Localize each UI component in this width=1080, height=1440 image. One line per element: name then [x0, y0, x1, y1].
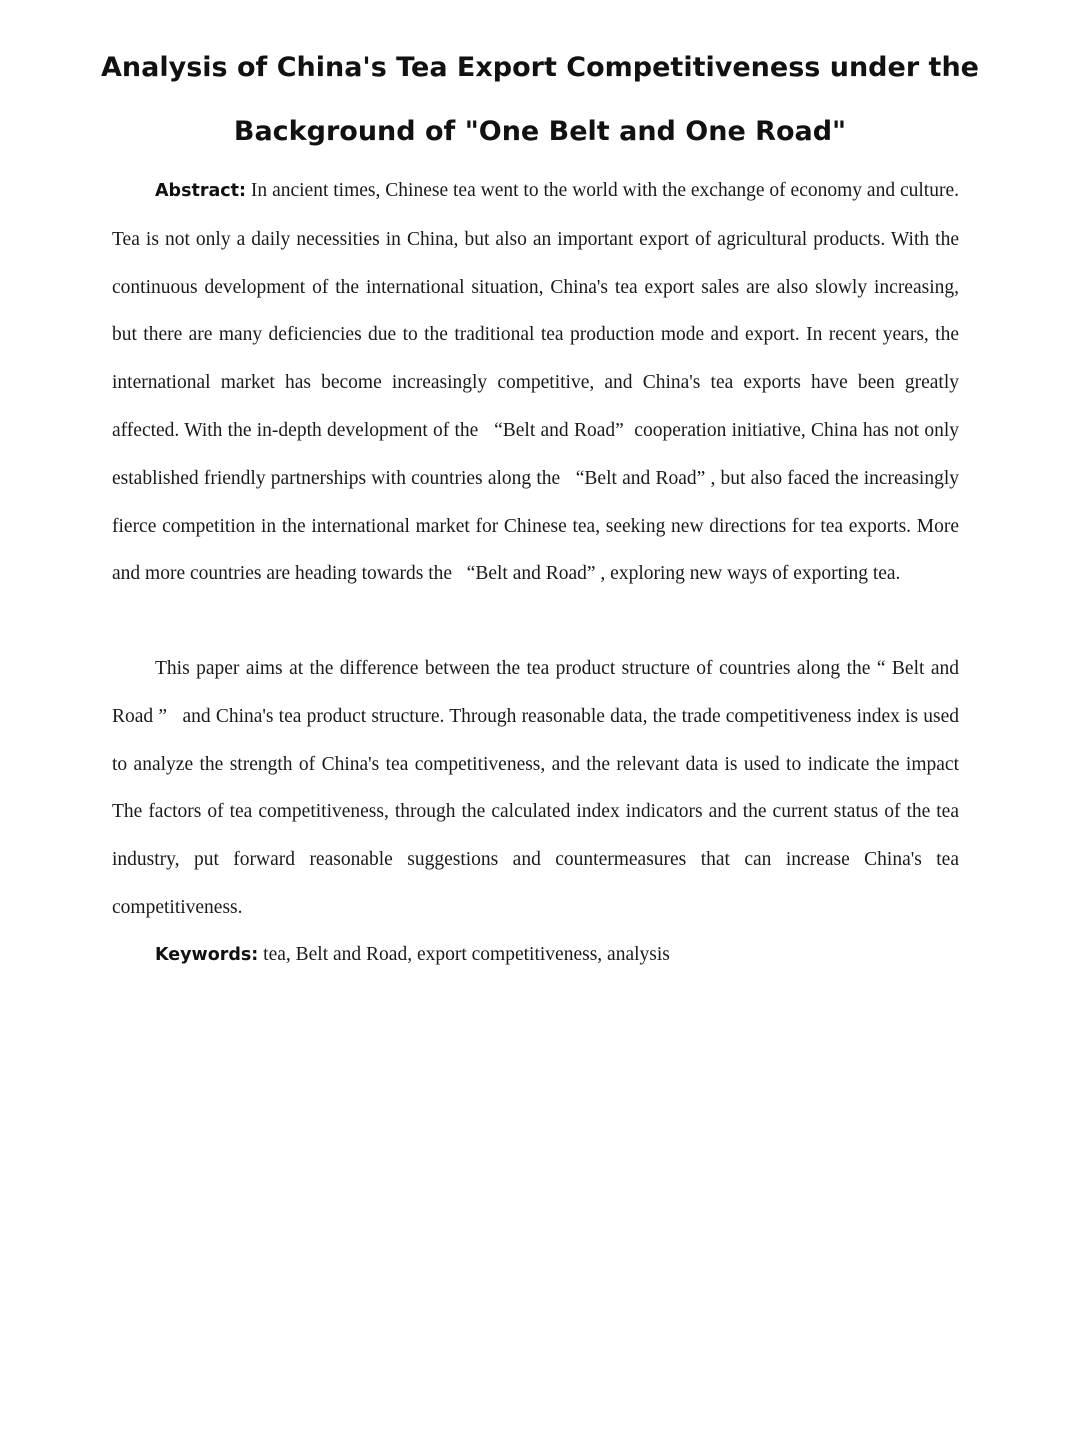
abstract-label: Abstract: [155, 181, 247, 201]
abstract-text: In ancient times, Chinese tea went to the world with the exchange of economy and culture. Tea is not only a daily necessities in China, but also an important export of agricultural products. With the continuous development of the international situation, China's tea export sales are also slowly increasing, but there are many deficiencies due to the traditional tea production mode and export. In recent years, the international market has become increasingly competitive, and China's tea exports have been greatly affected. With the in-depth development of the “Belt and Road” cooperation initiative, China has not only established friendly partnerships with countries along the “Belt and Road” , but also faced the increasingly fierce competition in the international market for Chinese tea, seeking new directions for tea exports. More and more countries are heading towards the “Belt and Road” , exploring new ways of exporting tea. [112, 180, 959, 585]
abstract-paragraph [112, 167, 959, 598]
paper-title-line-2: Background of "One Belt and One Road" [233, 116, 847, 147]
keywords-paragraph [112, 931, 959, 980]
paper-title-line-1: Analysis of China's Tea Export Competitiveness under the [101, 52, 979, 83]
keywords-text: tea, Belt and Road, export competitiveness, analysis [258, 944, 670, 965]
keywords-label: Keywords: [155, 945, 259, 965]
body-paragraph-2: This paper aims at the difference between the tea product structure of countries along the “ Belt and Road ” and China's tea product structure. Through reasonable data, the trade competitiveness index is used to analyze the strength of China's tea competitiveness, and the relevant data is used to indicate the impact The factors of tea competitiveness, through the calculated index indicators and the current status of the tea industry, put forward reasonable suggestions and countermeasures that can increase China's tea competitiveness. [112, 658, 959, 918]
